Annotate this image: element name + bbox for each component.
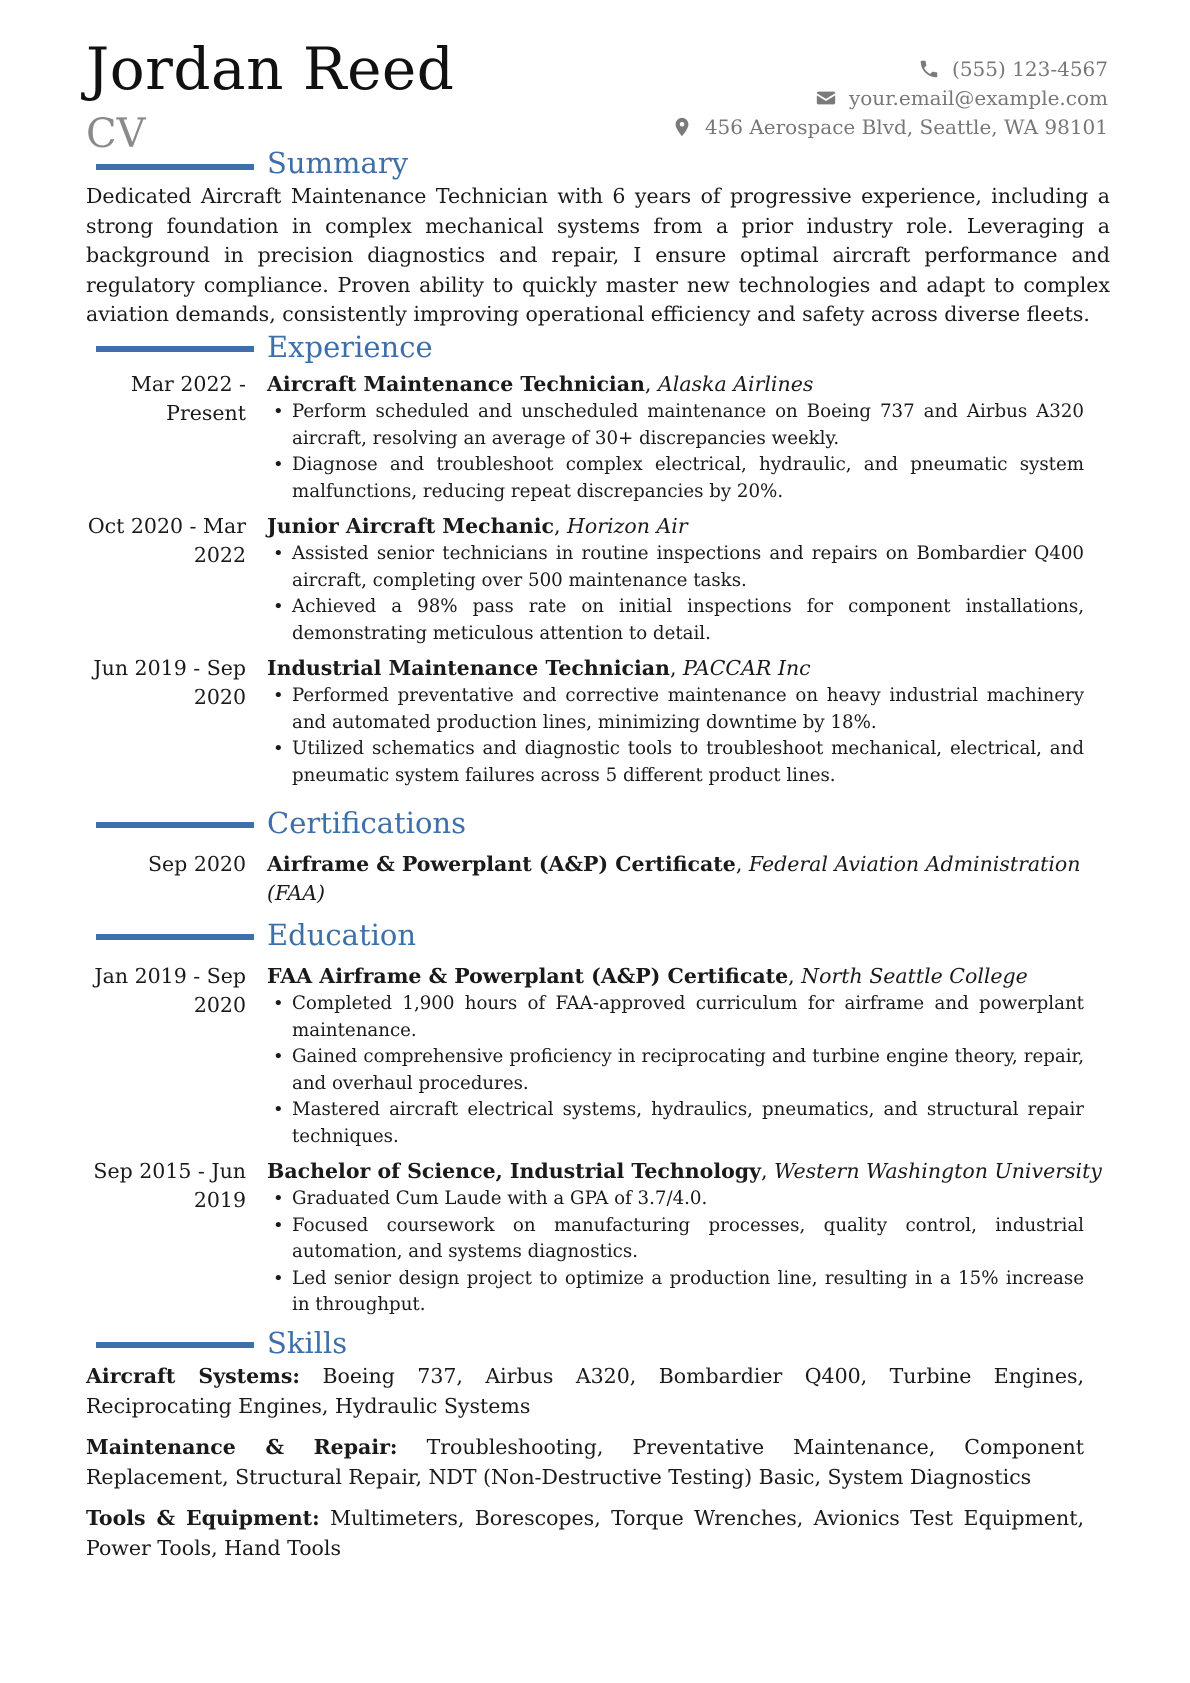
section-accent-bar [96, 346, 254, 352]
contact-phone [671, 54, 1108, 83]
section-accent-bar [96, 934, 254, 940]
entry-org: Federal Aviation Administration (FAA) [267, 852, 1081, 905]
experience-entry [86, 512, 1110, 647]
entry-bullet: • Performed preventative and corrective maintenance on heavy industrial machinery and automated production lines, minimizing downtime by 18%. [267, 683, 1084, 736]
entry-title: Industrial Maintenance Technician, PACCAR Inc [267, 656, 811, 680]
education-section [86, 920, 1110, 1319]
entry-role: Airframe & Powerplant (A&P) Certificate [267, 852, 736, 876]
entry-date: Oct 2020 - Mar 2022 [87, 514, 246, 567]
summary-text: Dedicated Aircraft Maintenance Technician with 6 years of progressive experience, including a strong foundation in complex mechanical systems from a prior industry role. Leveraging a background in precision diagnostics and repair, I ensure optimal aircraft performance and regulatory compliance. Proven ability to quickly master new technologies and adapt to complex aviation demands, consistently improving operational efficiency and safety across diverse fleets. [86, 184, 1110, 326]
experience-entry [86, 370, 1110, 505]
section-header [86, 808, 1110, 846]
section-title: Certifications [267, 806, 466, 840]
entry-role: Junior Aircraft Mechanic [267, 514, 554, 538]
skills-section [86, 1328, 1110, 1575]
entry-org: Western Washington University [774, 1159, 1102, 1183]
skill-group-values: Troubleshooting, Preventative Maintenance, Component Replacement, Structural Repair, NDT (Non-Destructive Testing) Basic, System Diagnostics [86, 1435, 1084, 1489]
certifications-section [86, 808, 1110, 908]
entry-org: North Seattle College [801, 964, 1028, 988]
entry-role: FAA Airframe & Powerplant (A&P) Certificate [267, 964, 789, 988]
section-title: Summary [267, 146, 409, 180]
entry-bullet: • Mastered aircraft electrical systems, hydraulics, pneumatics, and structural repair techniques. [267, 1097, 1084, 1150]
section-header [86, 332, 1110, 366]
entry-bullet: • Diagnose and troubleshoot complex electrical, hydraulic, and pneumatic system malfunctions, reducing repeat discrepancies by 20%. [267, 452, 1084, 505]
entry-role: Industrial Maintenance Technician [267, 656, 670, 680]
entry-bullet: • Utilized schematics and diagnostic tools to troubleshoot mechanical, electrical, and pneumatic system failures across 5 different product lines. [267, 736, 1084, 789]
section-title: Experience [267, 330, 433, 364]
entry-title: Aircraft Maintenance Technician, Alaska Airlines [267, 372, 814, 396]
section-accent-bar [96, 164, 254, 170]
contact-address [671, 112, 1108, 141]
experience-section [86, 332, 1110, 789]
section-header [86, 146, 1110, 182]
entry-bullet: • Graduated Cum Laude with a GPA of 3.7/4.0. [267, 1186, 1084, 1213]
summary-section [86, 146, 1110, 330]
entry-title: Airframe & Powerplant (A&P) Certificate, Federal Aviation Administration (FAA) [267, 852, 1081, 905]
entry-bullet: • Led senior design project to optimize a production line, resulting in a 15% increase in throughput. [267, 1266, 1084, 1319]
address-text: 456 Aerospace Blvd, Seattle, WA 98101 [704, 114, 1108, 139]
skill-group [86, 1362, 1084, 1421]
entry-org: Alaska Airlines [657, 372, 814, 396]
email-link[interactable]: your.email@example.com [848, 85, 1108, 110]
entry-role: Aircraft Maintenance Technician [267, 372, 645, 396]
document-subtitle: CV [86, 111, 146, 157]
section-header [86, 1328, 1110, 1362]
entry-bullet: • Achieved a 98% pass rate on initial inspections for component installations, demonstrating meticulous attention to detail. [267, 594, 1084, 647]
experience-entry [86, 654, 1110, 789]
contact-email [671, 83, 1108, 112]
skill-group [86, 1504, 1084, 1563]
entry-org: PACCAR Inc [683, 656, 811, 680]
entry-bullet: • Gained comprehensive proficiency in reciprocating and turbine engine theory, repair, and overhaul procedures. [267, 1044, 1084, 1097]
certification-entry [86, 850, 1110, 908]
section-accent-bar [96, 822, 254, 828]
section-title: Education [267, 918, 417, 952]
candidate-name: Jordan Reed [86, 35, 455, 103]
skill-group-values: Boeing 737, Airbus A320, Bombardier Q400, Turbine Engines, Reciprocating Engines, Hydraulic Systems [86, 1364, 1084, 1418]
entry-date: Sep 2020 [148, 852, 246, 876]
skill-group-label: Aircraft Systems: [86, 1364, 300, 1388]
entry-bullet: • Completed 1,900 hours of FAA-approved curriculum for airframe and powerplant maintenance. [267, 991, 1084, 1044]
section-title: Skills [267, 1326, 348, 1360]
education-entry [86, 962, 1110, 1150]
entry-org: Horizon Air [567, 514, 688, 538]
entry-bullet: • Assisted senior technicians in routine inspections and repairs on Bombardier Q400 aircraft, completing over 500 maintenance tasks. [267, 541, 1084, 594]
map-marker-icon [671, 116, 693, 138]
entry-title: FAA Airframe & Powerplant (A&P) Certificate, North Seattle College [267, 964, 1028, 988]
section-header [86, 920, 1110, 958]
entry-title: Bachelor of Science, Industrial Technology, Western Washington University [267, 1159, 1102, 1183]
entry-bullet: • Perform scheduled and unscheduled maintenance on Boeing 737 and Airbus A320 aircraft, resolving an average of 30+ discrepancies weekly. [267, 399, 1084, 452]
entry-role: Bachelor of Science, Industrial Technology [267, 1159, 762, 1183]
envelope-icon [815, 87, 837, 109]
phone-text[interactable]: (555) 123-4567 [952, 56, 1108, 81]
skill-group [86, 1433, 1084, 1492]
section-accent-bar [96, 1342, 254, 1348]
entry-date: Sep 2015 - Jun 2019 [93, 1159, 246, 1212]
skill-group-label: Tools & Equipment: [86, 1506, 320, 1530]
education-entry [86, 1157, 1110, 1319]
phone-icon [918, 58, 940, 80]
skill-group-values: Multimeters, Borescopes, Torque Wrenches, Avionics Test Equipment, Power Tools, Hand Tools [86, 1506, 1084, 1560]
skill-group-label: Maintenance & Repair: [86, 1435, 398, 1459]
entry-title: Junior Aircraft Mechanic, Horizon Air [267, 514, 688, 538]
entry-date: Jun 2019 - Sep 2020 [93, 656, 246, 709]
entry-bullet: • Focused coursework on manufacturing processes, quality control, industrial automation, and systems diagnostics. [267, 1213, 1084, 1266]
entry-date: Jan 2019 - Sep 2020 [94, 964, 246, 1017]
contact-block [671, 54, 1108, 141]
entry-date: Mar 2022 - Present [130, 372, 246, 425]
